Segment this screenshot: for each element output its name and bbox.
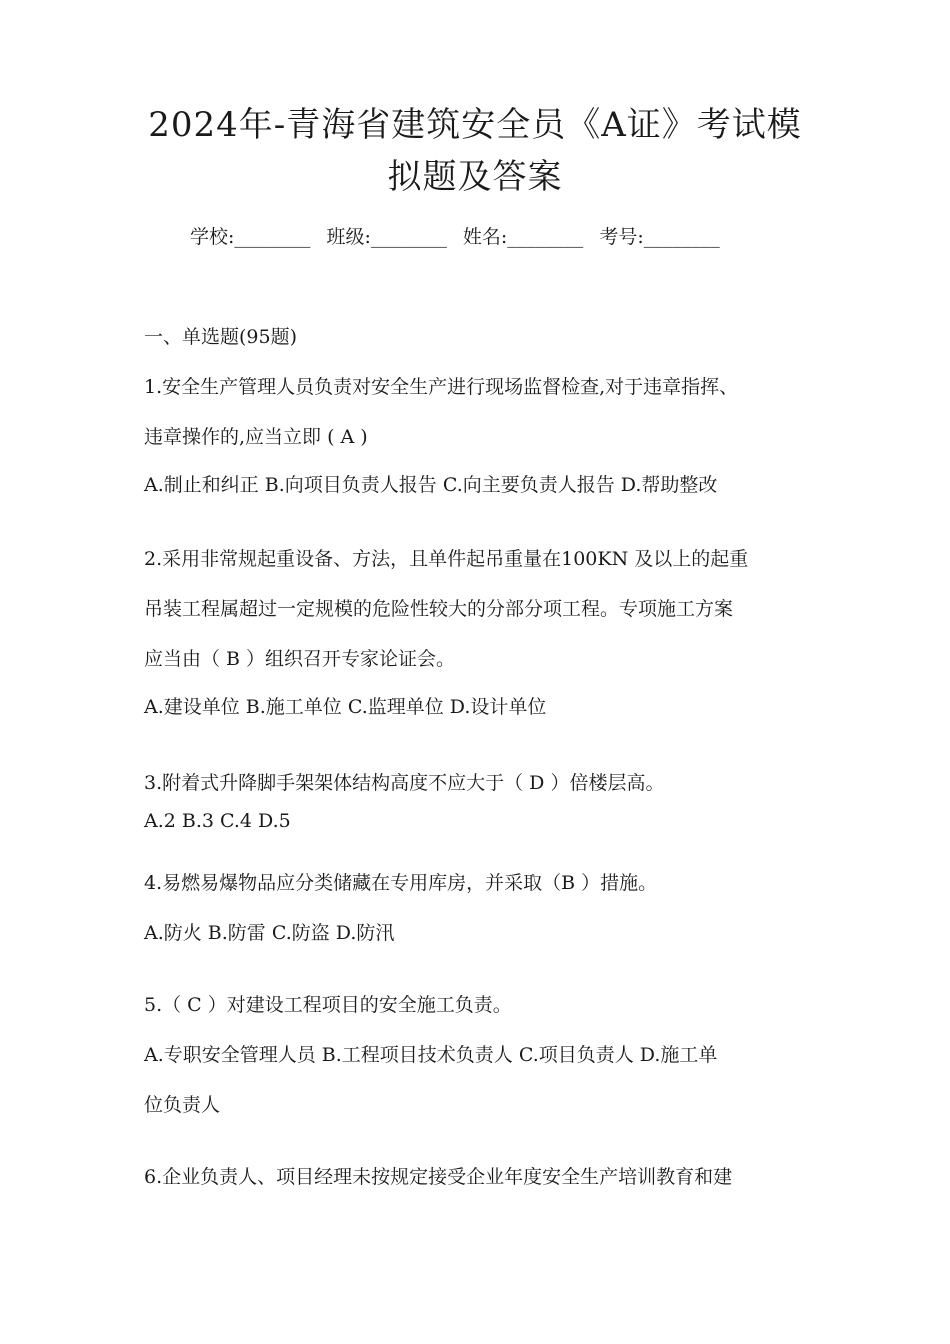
question-5-options-line-1: A.专职安全管理人员 B.工程项目技术负责人 C.项目负责人 D.施工单 [144,1044,718,1066]
document-title-line-1: 2024年-青海省建筑安全员《A证》考试模 [148,105,802,145]
question-2-text-line-3: 应当由（ B ）组织召开专家论证会。 [144,648,456,670]
question-2-options: A.建设单位 B.施工单位 C.监理单位 D.设计单位 [144,696,547,718]
question-3-options: A.2 B.3 C.4 D.5 [144,810,291,832]
question-1-text-line-2: 违章操作的,应当立即 ( A ) [144,426,368,448]
question-5-text: 5.（ C ）对建设工程项目的安全施工负责。 [144,994,512,1016]
class-field: 班级:________ [326,226,447,248]
section-heading: 一、单选题(95题) [144,326,298,348]
question-3-text: 3.附着式升降脚手架架体结构高度不应大于（ D ）倍楼层高。 [144,772,665,794]
question-6-text: 6.企业负责人、项目经理未按规定接受企业年度安全生产培训教育和建 [144,1166,733,1188]
question-4-text: 4.易燃易爆物品应分类储藏在专用库房，并采取（B ）措施。 [144,872,658,894]
question-5-options-line-2: 位负责人 [144,1094,221,1116]
question-2-text-line-1: 2.采用非常规起重设备、方法，且单件起吊重量在100KN 及以上的起重 [144,548,749,570]
question-1-options: A.制止和纠正 B.向项目负责人报告 C.向主要负责人报告 D.帮助整改 [144,474,718,496]
question-1-text-line-1: 1.安全生产管理人员负责对安全生产进行现场监督检查,对于违章指挥、 [144,376,739,398]
school-field: 学校:________ [190,226,311,248]
name-field: 姓名:________ [462,226,584,248]
question-4-options: A.防火 B.防雷 C.防盗 D.防汛 [144,922,395,944]
document-title-line-2: 拟题及答案 [387,157,563,197]
exam-number-field: 考号:________ [599,226,720,248]
student-info-fields [190,222,720,252]
question-2-text-line-2: 吊装工程属超过一定规模的危险性较大的分部分项工程。专项施工方案 [144,598,734,620]
